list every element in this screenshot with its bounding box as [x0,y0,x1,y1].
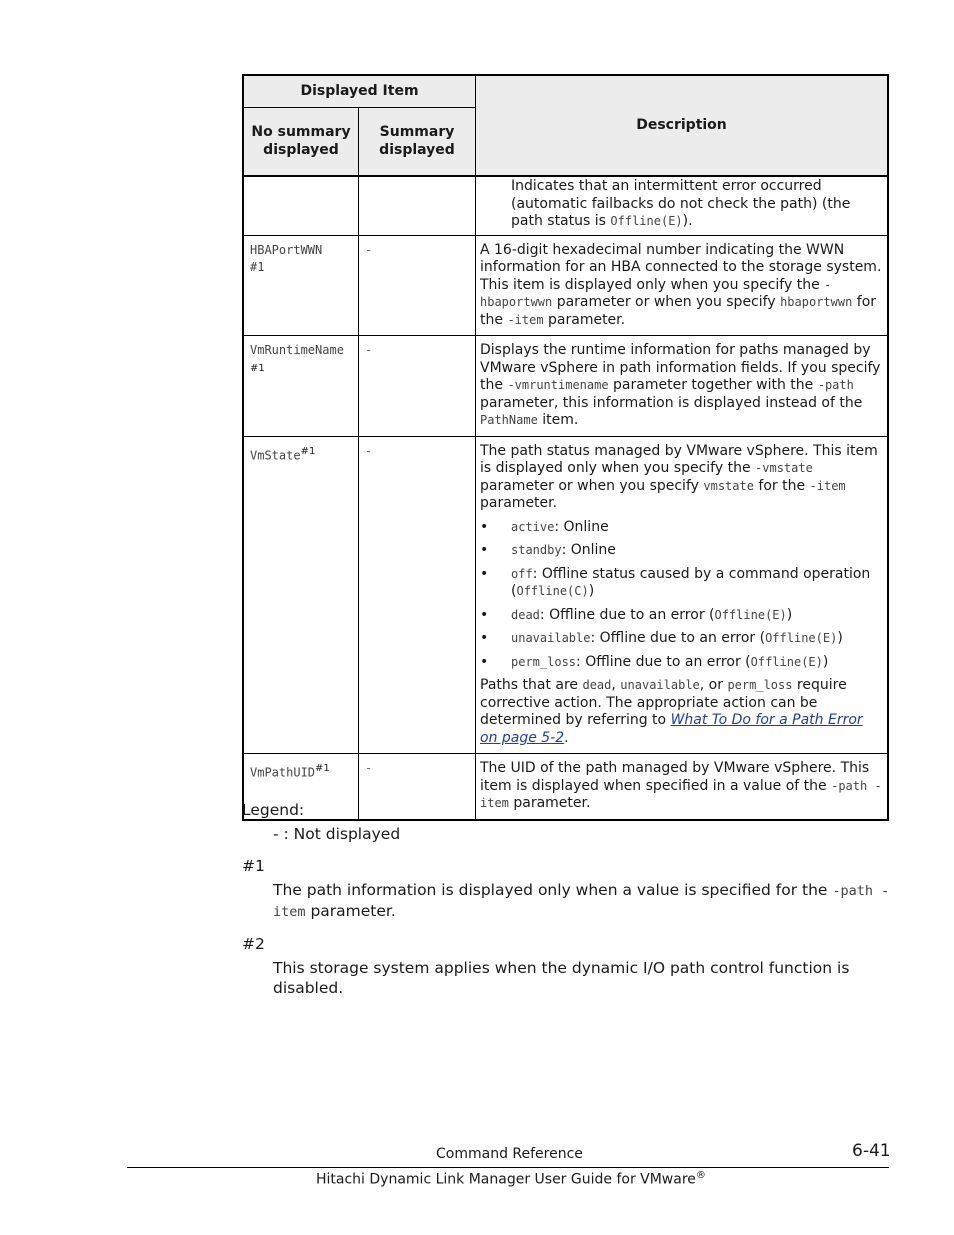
description-text: Indicates that an intermittent error occurred (automatic failbacks do not check the path) (the path status is [511,178,851,229]
summary-cell [359,336,476,437]
page-number: 6-41 [852,1141,891,1161]
code-text: -path -item [273,883,890,920]
status-text: : Offline due to an error ( [590,630,766,646]
description-text: . [564,729,569,746]
legend-item: - : Not displayed [273,825,401,843]
table-row [243,176,888,235]
footnote-ref: #1 [315,763,330,774]
parameter-table [242,74,889,821]
table-notes [242,800,892,998]
status-text: : Offline due to an error ( [576,653,751,670]
header-summary: Summary displayed [359,108,476,177]
status-code: Offline(E) [750,654,823,669]
table-row [243,336,888,437]
list-item: • active: Online [480,518,609,535]
description-cell [476,436,889,754]
item-name-cell [243,235,359,336]
status-text: : Online [561,542,616,558]
description-text: Paths that are [480,677,583,693]
footnote-ref: #1 [250,362,265,374]
status-list [480,519,883,672]
item-name: VmState [250,448,301,463]
footnote-ref: #1 [300,445,316,457]
description-text: parameter. [480,495,558,511]
footnote-ref: #1 [250,260,265,274]
description-text: parameter or when you specify [480,477,704,494]
status-code: perm_loss [511,654,577,669]
description-text: A 16-digit hexadecimal number indicating the WWN information for an HBA connected to the storage system. This item is displayed only when you specify the [480,241,882,293]
description-text: Displays the runtime information for paths managed by VMware vSphere in path information fields. If you specify the [480,342,881,393]
status-code: Offline(C) [516,584,589,598]
description-text: item. [537,412,579,428]
description-text: for the [753,477,810,494]
code-text: perm_loss [727,678,793,692]
list-item: • perm_loss: Offline due to an error (Offline(E)) [480,653,829,670]
description-text: parameter or when you specify [552,294,781,310]
description-text: The UID of the path managed by VMware vSphere. This item is displayed when specified in a value of the [480,760,870,794]
description-text: The path status managed by VMware vSphere. This item is displayed only when you specify the [480,442,878,476]
table-row [243,235,888,336]
registered-mark: ® [695,1170,706,1181]
empty-cell [243,176,359,235]
code-text: dead [582,678,612,692]
code-text: -vmstate [755,461,813,475]
code-text: vmstate [703,478,754,493]
cross-reference-link[interactable]: What To Do for a Path Error on page 5-2 [480,712,863,746]
summary-cell [359,235,476,336]
status-text: ) [588,583,595,599]
item-name-cell [243,336,359,437]
status-text: ) [837,630,843,646]
summary-cell [359,436,476,754]
code-text: -item [809,478,846,493]
description-text: , or [699,677,728,693]
status-code: standby [511,543,562,557]
footer-book-title [316,1170,706,1188]
status-text: : Offline due to an error ( [539,606,715,623]
status-code: Offline(E) [714,607,787,622]
footer-section-title: Command Reference [436,1146,583,1162]
table-row [243,436,888,754]
footer-divider [127,1167,889,1168]
header-displayed-item: Displayed Item [243,75,476,108]
summary-value: - [365,343,373,357]
code-text: -vmruntimename [507,378,609,392]
empty-cell [359,176,476,235]
note-mark: #2 [242,935,265,953]
list-item: • dead: Offline due to an error (Offline(E)) [480,606,793,623]
summary-value: - [365,761,373,775]
note-text-part: The path information is displayed only when a value is specified for the [273,881,833,899]
description-cell [476,235,889,336]
code-text: hbaportwwn [780,295,853,309]
description-text: parameter. [543,311,626,328]
description-text: parameter, this information is displayed instead of the [480,394,863,411]
status-text: ) [786,606,793,623]
note-text-part: parameter. [305,902,396,920]
status-text: : Offline status caused by a command operation ( [511,565,871,599]
description-text: parameter together with the [608,377,818,393]
description-cell [476,336,889,437]
code-text: -path [817,378,854,392]
status-code: active [511,519,555,534]
status-code: dead [511,607,540,622]
code-text: -item [507,312,544,327]
description-text: ). [682,213,693,229]
item-name: VmPathUID [250,765,316,780]
code-text: PathName [480,413,538,427]
list-item: • unavailable: Offline due to an error (Offline(E)) [480,630,843,646]
code-text: Offline(E) [610,214,683,228]
description-text: require corrective action. The appropriate action can be determined by referring to [480,677,847,728]
code-text: -path -item [480,778,882,810]
list-item: • standby: Online [480,542,616,558]
note-text [242,880,892,922]
status-text: ) [822,653,829,670]
status-code: Offline(E) [765,631,838,645]
note-mark: #1 [242,857,265,875]
status-text: : Online [554,518,609,535]
book-title: Hitachi Dynamic Link Manager User Guide for VMware [316,1171,696,1188]
status-code: unavailable [511,631,591,645]
status-code: off [511,566,533,581]
description-text: , [611,677,621,693]
summary-value: - [365,242,373,257]
code-text: unavailable [620,678,700,692]
description-text: for the [480,294,877,328]
note-text: This storage system applies when the dynamic I/O path control function is disabled. [273,959,850,997]
description-cell [476,176,889,235]
legend-label: Legend: [242,801,305,819]
list-item: • off: Offline status caused by a command operation (Offline(C)) [480,565,871,599]
header-no-summary: No summary displayed [243,108,359,177]
description-text: parameter. [508,795,591,811]
summary-value: - [365,443,373,458]
item-name: HBAPortWWN [250,242,323,257]
code-text: -hbaportwwn [480,277,832,309]
item-name: VmRuntimeName [250,343,344,357]
item-name-cell [243,436,359,754]
header-description: Description [476,75,889,176]
